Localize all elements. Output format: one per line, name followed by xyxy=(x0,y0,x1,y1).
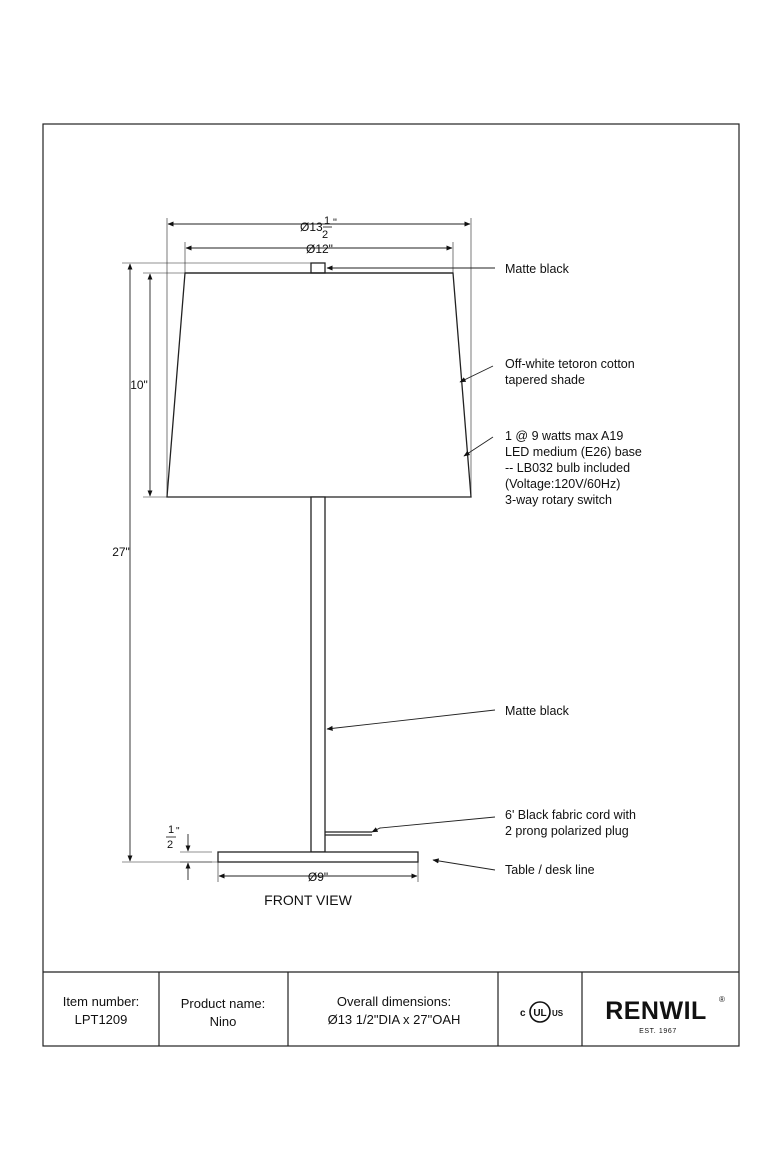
finial xyxy=(311,263,325,273)
callout-shade-line-2: tapered shade xyxy=(505,373,585,387)
dim-base-frac-num: 1 xyxy=(168,824,175,836)
lamp-stem xyxy=(311,497,325,852)
dim-shade-outer-frac-num: 1 xyxy=(324,215,331,227)
callout-bulb-line-3: -- LB032 bulb included xyxy=(505,461,631,475)
callout-finial: Matte black xyxy=(505,262,569,276)
view-label: FRONT VIEW xyxy=(264,892,352,908)
callout-leaders xyxy=(327,268,495,870)
dim-base-diameter: Ø9" xyxy=(307,870,329,884)
cert-mark-right: US xyxy=(552,1009,564,1018)
callout-labels xyxy=(505,262,642,877)
dimension-labels xyxy=(112,215,337,884)
overall-dimensions-value: Ø13 1/2"DIA x 27"OAH xyxy=(327,1012,461,1027)
callout-table-line: Table / desk line xyxy=(505,863,595,877)
product-name-value: Nino xyxy=(209,1014,237,1029)
callout-bulb-line-4: (Voltage:120V/60Hz) xyxy=(505,477,621,491)
dim-shade-outer-frac-den: 2 xyxy=(322,229,329,241)
cert-mark-left: c xyxy=(520,1008,526,1019)
cul-us-certification-mark xyxy=(520,1002,564,1022)
lamp-base xyxy=(218,852,418,862)
callout-bulb-line-5: 3-way rotary switch xyxy=(505,493,612,507)
lamp-drawing xyxy=(167,263,471,862)
dim-base-frac-den: 2 xyxy=(167,839,174,851)
callout-bulb-line-2: LED medium (E26) base xyxy=(505,445,642,459)
sheet-border xyxy=(43,124,739,1046)
cert-mark-center: UL xyxy=(533,1008,547,1019)
leader-cord xyxy=(372,817,495,832)
callout-shade-line-1: Off-white tetoron cotton xyxy=(505,357,635,371)
title-block xyxy=(63,972,725,1046)
callout-cord-line-1: 6' Black fabric cord with xyxy=(505,808,636,822)
overall-dimensions-label: Overall dimensions: xyxy=(336,994,452,1009)
dim-shade-height: 10" xyxy=(130,378,148,392)
brand-registered-mark: ® xyxy=(719,995,725,1004)
product-name-label: Product name: xyxy=(180,996,266,1011)
dim-base-frac-suffix: " xyxy=(176,826,180,837)
leader-shade xyxy=(460,366,493,382)
dim-shade-outer-suffix: " xyxy=(333,217,337,229)
item-number-value: LPT1209 xyxy=(74,1012,128,1027)
dim-shade-top: Ø12" xyxy=(306,242,333,256)
leader-table-line xyxy=(433,860,495,870)
dimension-lines xyxy=(122,218,471,882)
brand-established: EST. 1967 xyxy=(639,1028,677,1035)
callout-bulb-line-1: 1 @ 9 watts max A19 xyxy=(505,429,624,443)
callout-stem: Matte black xyxy=(505,704,569,718)
callout-cord-line-2: 2 prong polarized plug xyxy=(505,824,629,838)
lamp-shade xyxy=(167,273,471,497)
dim-overall-height: 27" xyxy=(112,545,130,559)
leader-bulb xyxy=(464,437,493,456)
item-number-label: Item number: xyxy=(62,994,140,1009)
leader-stem xyxy=(327,710,495,729)
dim-shade-outer: Ø13 xyxy=(300,220,323,234)
brand-logo: RENWIL xyxy=(605,997,707,1025)
